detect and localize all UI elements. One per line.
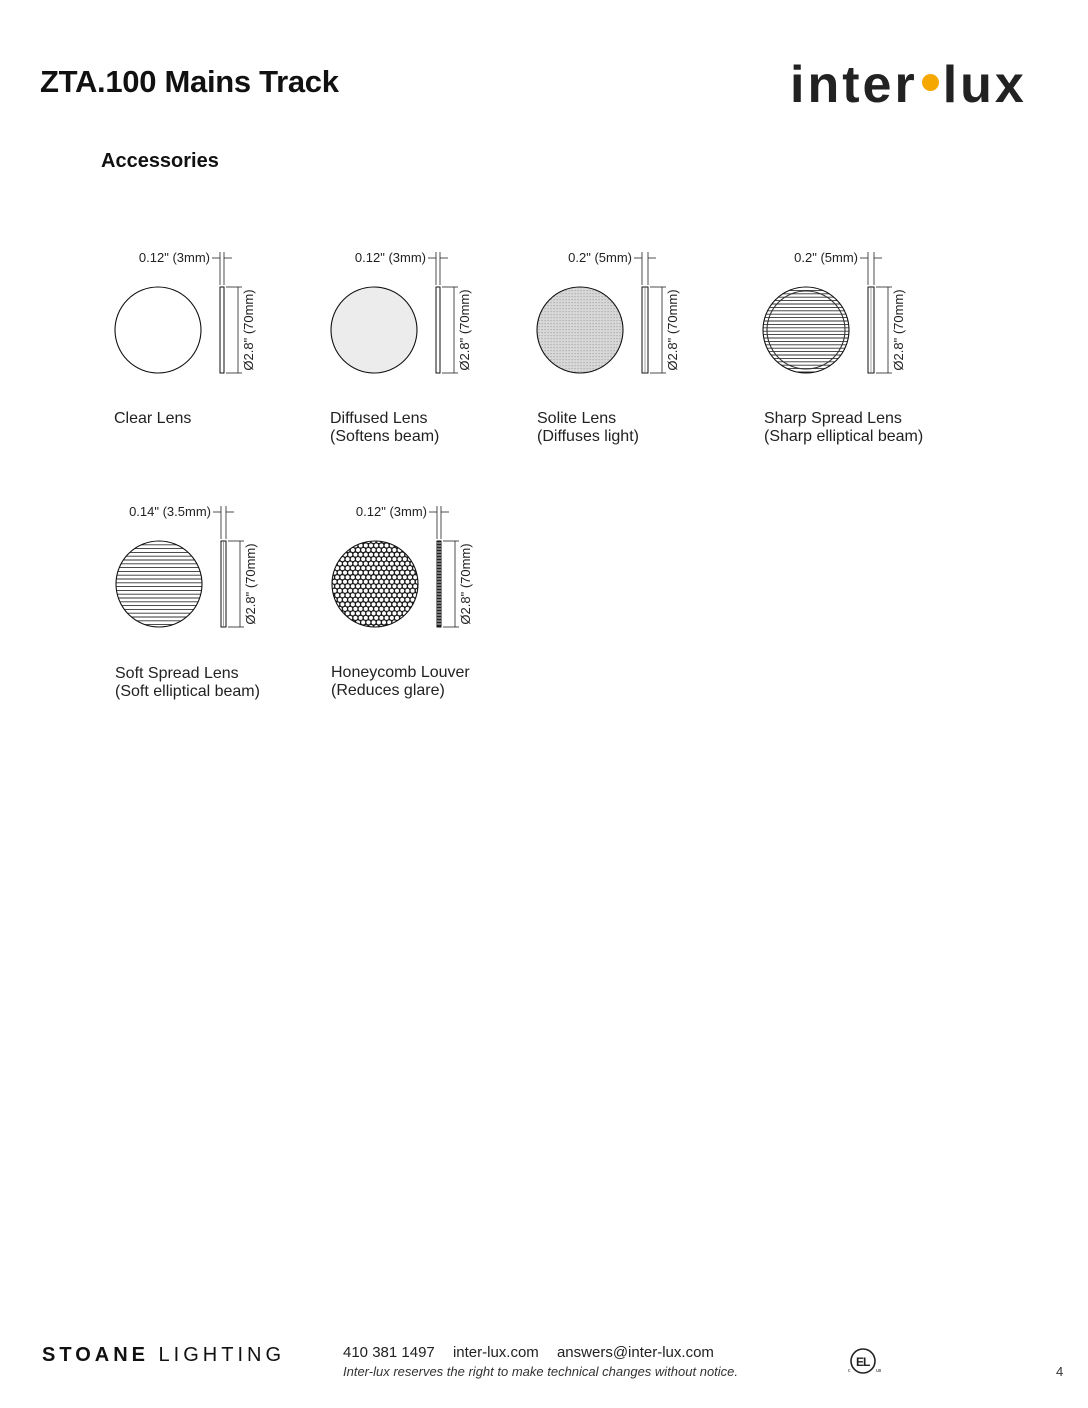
diameter-dimension	[226, 287, 256, 373]
thickness-label: 0.2" (5mm)	[568, 250, 632, 265]
accessory-svg	[758, 246, 978, 386]
accessory-caption-clear	[114, 410, 334, 450]
accessory-description: (Softens beam)	[330, 428, 440, 445]
accessory-description: (Soft elliptical beam)	[115, 683, 260, 700]
lens-profile	[221, 541, 226, 627]
page-number: 4	[1056, 1364, 1064, 1379]
lens-profile	[437, 541, 441, 627]
diameter-dimension	[650, 287, 680, 373]
diameter-label: Ø2.8" (70mm)	[891, 289, 906, 371]
thickness-dimension	[129, 504, 234, 539]
accessory-name: Diffused Lens	[330, 410, 428, 427]
lens-face	[537, 287, 624, 373]
diameter-dimension	[443, 541, 473, 627]
thickness-label: 0.2" (5mm)	[794, 250, 858, 265]
accessory-caption-honeycomb	[331, 664, 551, 704]
accessory-svg	[111, 500, 331, 640]
accessory-description: (Reduces glare)	[331, 682, 445, 699]
thickness-dimension	[794, 250, 882, 285]
footer-website[interactable]: inter-lux.com	[452, 1344, 539, 1361]
footer-email[interactable]: answers@inter-lux.com	[556, 1344, 714, 1361]
svg-text:c: c	[848, 1368, 851, 1374]
logo-word-right: lux	[942, 56, 1027, 114]
accessory-caption-sharp-spread	[764, 410, 984, 450]
accessory-caption-soft-spread	[115, 665, 335, 705]
brand-bold: STOANE	[42, 1344, 149, 1366]
lens-face	[330, 539, 425, 633]
stoane-lighting-logo	[42, 1344, 285, 1367]
lens-face	[763, 287, 849, 373]
lens-profile	[868, 287, 874, 373]
section-heading: Accessories	[101, 150, 219, 172]
svg-text:E: E	[856, 1355, 865, 1369]
accessory-svg	[327, 500, 547, 640]
accessory-caption-solite	[537, 410, 757, 450]
thickness-label: 0.12" (3mm)	[354, 250, 426, 265]
diameter-dimension	[876, 287, 906, 373]
accessory-name: Sharp Spread Lens	[764, 410, 902, 427]
thickness-dimension	[139, 250, 232, 285]
diameter-label: Ø2.8" (70mm)	[457, 289, 472, 371]
diameter-dimension	[228, 541, 258, 627]
footer-contact	[343, 1344, 728, 1361]
diameter-label: Ø2.8" (70mm)	[458, 543, 473, 625]
diameter-label: Ø2.8" (70mm)	[241, 289, 256, 371]
accessory-name: Solite Lens	[537, 410, 617, 427]
lens-face	[331, 287, 417, 373]
svg-text:L: L	[863, 1355, 871, 1369]
thickness-label: 0.12" (3mm)	[355, 504, 427, 519]
accessory-svg	[532, 246, 752, 386]
logo-word-left: inter	[790, 56, 918, 114]
interlux-logo	[790, 56, 1046, 114]
accessory-svg	[110, 246, 330, 386]
lens-face	[116, 541, 202, 627]
thickness-dimension	[355, 250, 448, 285]
etl-listed-icon	[847, 1346, 887, 1376]
accessory-description: (Sharp elliptical beam)	[764, 428, 924, 445]
accessory-name: Soft Spread Lens	[115, 665, 239, 682]
page-title: ZTA.100 Mains Track	[40, 64, 339, 99]
lens-profile	[220, 287, 224, 373]
thickness-label: 0.14" (3.5mm)	[129, 504, 211, 519]
footer-phone[interactable]: 410 381 1497	[343, 1344, 435, 1361]
accessory-caption-diffused	[330, 410, 550, 450]
diameter-label: Ø2.8" (70mm)	[665, 289, 680, 371]
thickness-dimension	[568, 250, 656, 285]
logo-dot-icon	[922, 74, 939, 91]
brand-light: LIGHTING	[158, 1344, 285, 1366]
svg-text:us: us	[876, 1368, 882, 1374]
lens-profile	[642, 287, 648, 373]
accessory-svg	[326, 246, 546, 386]
footer-disclaimer: Inter-lux reserves the right to make technical changes without notice.	[343, 1364, 739, 1379]
lens-face	[115, 287, 201, 373]
diameter-dimension	[442, 287, 472, 373]
thickness-label: 0.12" (3mm)	[138, 250, 210, 265]
diameter-label: Ø2.8" (70mm)	[243, 543, 258, 625]
thickness-dimension	[356, 504, 449, 539]
accessory-description: (Diffuses light)	[537, 428, 639, 445]
lens-profile	[436, 287, 440, 373]
accessory-name: Honeycomb Louver	[331, 664, 470, 681]
accessory-name: Clear Lens	[114, 410, 192, 427]
